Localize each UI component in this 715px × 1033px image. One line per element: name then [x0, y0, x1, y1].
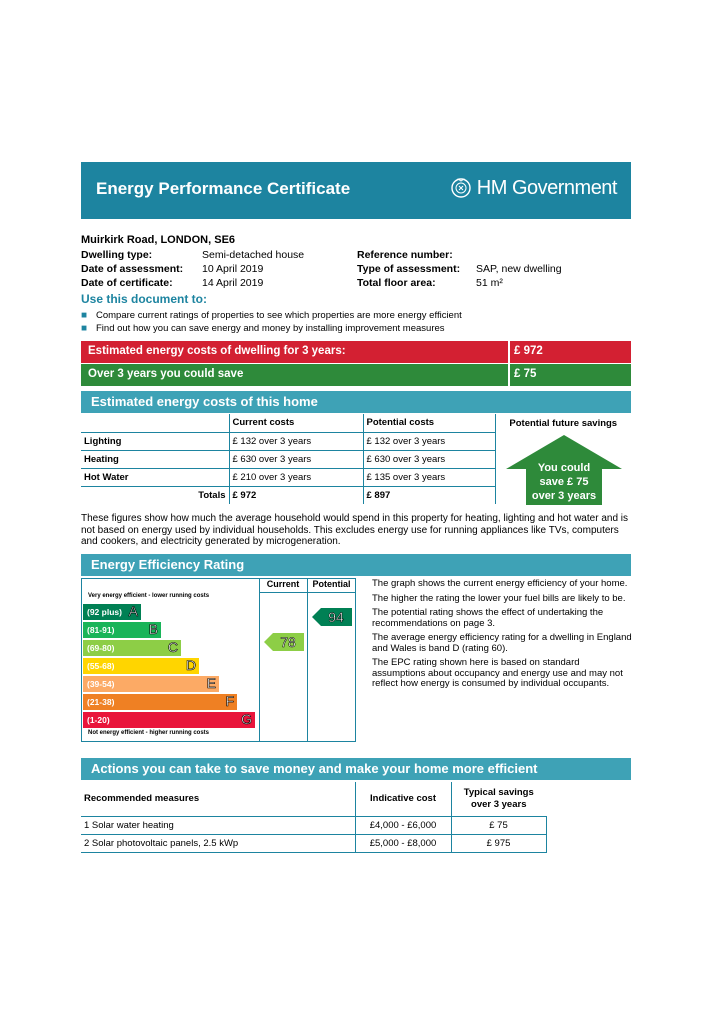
eer-bottom-note: Not energy efficient - higher running costs	[88, 730, 210, 736]
eer-chart	[81, 578, 356, 742]
eer-col-potential: Potential	[312, 579, 351, 589]
hm-government-logo	[449, 176, 617, 200]
measure-cost: £5,000 - £8,000	[355, 834, 451, 852]
certificate-date-value: 14 April 2019	[202, 277, 264, 289]
could-save-label: Over 3 years you could save	[88, 368, 244, 380]
table-row: Hot Water £ 210 over 3 years £ 135 over 3 years	[81, 468, 631, 486]
eer-notes	[372, 579, 634, 694]
dwelling-type-value: Semi-detached house	[202, 249, 305, 261]
eer-note: The potential rating shows the effect of undertaking the recommendations on page 3.	[372, 607, 604, 629]
could-save-bar	[81, 364, 631, 386]
bullet-icon: ■	[81, 323, 88, 334]
certificate-header	[81, 162, 631, 219]
col-typical-savings: Typical savings over 3 years	[451, 782, 546, 816]
certificate-title: Energy Performance Certificate	[96, 179, 351, 198]
table-row	[81, 816, 546, 834]
eer-note: The graph shows the current energy efficiency of your home.	[372, 578, 628, 589]
eer-section-heading: Energy Efficiency Rating	[81, 554, 631, 576]
rating-band-b: (81-91) B	[83, 622, 161, 638]
table-header-row	[81, 782, 546, 816]
rating-band-d: (55-68) D	[83, 658, 199, 674]
bullet-icon: ■	[81, 310, 88, 321]
rating-band-c: (69-80) C	[83, 640, 181, 656]
assessment-date-value: 10 April 2019	[202, 263, 264, 275]
list-item: ■ Find out how you can save energy and money by installing improvement measures	[81, 323, 445, 334]
assessment-type-value: SAP, new dwelling	[476, 263, 562, 275]
actions-section-heading: Actions you can take to save money and make your home more efficient	[81, 758, 631, 780]
eer-note: The higher the rating the lower your fuel bills are likely to be.	[372, 592, 626, 604]
current-rating-value: 78	[280, 634, 296, 650]
measure-name: 1 Solar water heating	[81, 816, 355, 834]
totals-label: Totals	[198, 489, 226, 501]
eer-note: The EPC rating shown here is based on standard assumptions about occupancy and energy use and may not reflect how energy is consumed by individual occupants.	[372, 657, 623, 689]
dwelling-type-label: Dwelling type:	[81, 249, 153, 261]
details-row-2	[81, 263, 631, 277]
estimated-costs-label: Estimated energy costs of dwelling for 3 years:	[88, 345, 346, 357]
could-save-value: £ 75	[514, 368, 537, 380]
potential-rating-value: 94	[328, 609, 344, 625]
col-indicative-cost: Indicative cost	[355, 782, 451, 816]
table-row: Lighting £ 132 over 3 years £ 132 over 3 years	[81, 432, 631, 450]
floor-area-value: 51 m²	[476, 277, 503, 289]
details-row-1	[81, 249, 631, 263]
floor-area-label: Total floor area:	[357, 277, 436, 289]
col-current-costs: Current costs	[229, 414, 363, 432]
hm-government-text: HM Government	[476, 176, 617, 199]
estimated-costs-bar	[81, 341, 631, 363]
eer-top-note: Very energy efficient - lower running costs	[88, 593, 210, 599]
col-future-savings: Potential future savings	[495, 414, 631, 432]
divider	[307, 578, 308, 742]
estimated-costs-value: £ 972	[514, 345, 543, 357]
table-header-row	[81, 414, 631, 432]
totals-current: £ 972	[229, 486, 363, 504]
property-address: Muirkirk Road, LONDON, SE6	[81, 234, 236, 246]
royal-crest-icon	[449, 176, 473, 200]
details-row-3	[81, 277, 631, 291]
reference-label: Reference number:	[357, 249, 453, 261]
eer-col-current: Current	[266, 579, 300, 589]
use-document-heading: Use this document to:	[81, 292, 208, 306]
measure-savings: £ 75	[451, 816, 546, 834]
divider	[259, 592, 356, 593]
rating-band-g: (1-20) G	[83, 712, 255, 728]
col-potential-costs: Potential costs	[363, 414, 495, 432]
measure-cost: £4,000 - £6,000	[355, 816, 451, 834]
potential-rating-arrow	[312, 608, 352, 626]
assessment-date-label: Date of assessment:	[81, 263, 184, 275]
totals-potential: £ 897	[363, 486, 495, 504]
table-row	[81, 834, 546, 852]
measure-savings: £ 975	[451, 834, 546, 852]
rating-band-e: (39-54) E	[83, 676, 219, 692]
col-measures: Recommended measures	[81, 782, 355, 816]
savings-callout: You could save £ 75 over 3 years	[531, 462, 597, 502]
divider	[508, 341, 510, 363]
costs-section-heading: Estimated energy costs of this home	[81, 391, 631, 413]
table-row: Heating £ 630 over 3 years £ 630 over 3 years	[81, 450, 631, 468]
rating-band-a: (92 plus) A	[83, 604, 141, 620]
certificate-date-label: Date of certificate:	[81, 277, 173, 289]
costs-explanation: These figures show how much the average household would spend in this property for heating, lighting and hot water and is not based on energy used by individual households. This excludes energy use for running appliances like TVs, computers and cookers, and electricity generated by microgeneration.	[81, 513, 629, 547]
eer-note: The average energy efficiency rating for a dwelling in England and Wales is band D (rating 60).	[372, 632, 632, 654]
measure-name: 2 Solar photovoltaic panels, 2.5 kWp	[81, 834, 355, 852]
list-item: ■ Compare current ratings of properties to see which properties are more energy efficient	[81, 310, 462, 321]
assessment-type-label: Type of assessment:	[357, 263, 461, 275]
actions-table	[81, 782, 547, 853]
current-rating-arrow	[264, 633, 304, 651]
divider	[508, 364, 510, 386]
divider	[259, 578, 260, 742]
use-bullet-list	[81, 309, 462, 335]
rating-band-f: (21-38) F	[83, 694, 237, 710]
